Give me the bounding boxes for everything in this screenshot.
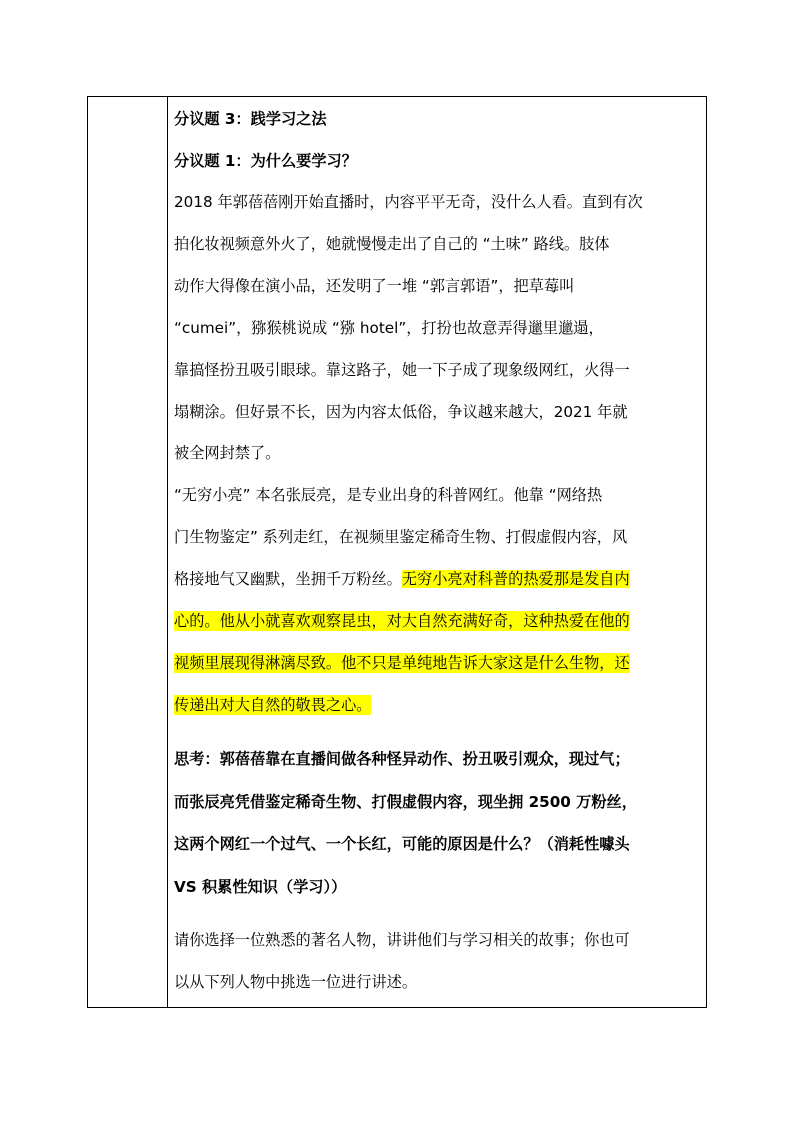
highlighted-line: 心的。他从小就喜欢观察昆虫，对大自然充满好奇，这种热爱在他的 bbox=[174, 612, 630, 630]
paragraph-line: 塌糊涂。但好景不长，因为内容太低俗，争议越来越大，2021 年就 bbox=[174, 403, 628, 421]
think-question: 这两个网红一个过气、一个长红，可能的原因是什么？（消耗性噱头 bbox=[174, 835, 630, 853]
label-column bbox=[88, 97, 168, 1007]
highlighted-text: 无穷小亮对科普的热爱那是发自内 bbox=[401, 570, 630, 588]
topic1-heading: 分议题 1：为什么要学习？ bbox=[174, 152, 357, 170]
think-question: 思考：郭蓓蓓靠在直播间做各种怪异动作、扮丑吸引观众，现过气； bbox=[174, 750, 630, 768]
topic3-heading: 分议题 3：践学习之法 bbox=[174, 110, 327, 128]
paragraph-line: 门生物鉴定” 系列走红，在视频里鉴定稀奇生物、打假虚假内容，风 bbox=[174, 528, 628, 546]
paragraph-line: 拍化妆视频意外火了，她就慢慢走出了自己的 “土味” 路线。肢体 bbox=[174, 235, 610, 253]
task-text: 以从下列人物中挑选一位进行讲述。 bbox=[174, 973, 417, 991]
content-column bbox=[168, 97, 706, 1007]
paragraph-line: “无穷小亮” 本名张辰亮，是专业出身的科普网红。他靠 “网络热 bbox=[174, 486, 603, 504]
paragraph-line: “cumei”，猕猴桃说成 “猕 hotel”，打扮也故意弄得邋里邋遢， bbox=[174, 319, 604, 337]
paragraph-line: 2018 年郭蓓蓓刚开始直播时，内容平平无奇，没什么人看。直到有次 bbox=[174, 193, 643, 211]
plain-text: 格接地气又幽默，坐拥千万粉丝。 bbox=[174, 570, 402, 588]
think-question: VS 积累性知识（学习）） bbox=[174, 878, 347, 896]
paragraph-line: 靠搞怪扮丑吸引眼球。靠这路子，她一下子成了现象级网红，火得一 bbox=[174, 361, 630, 379]
highlighted-line: 视频里展现得淋漓尽致。他不只是单纯地告诉大家这是什么生物，还 bbox=[174, 654, 630, 672]
paragraph-line: 被全网封禁了。 bbox=[174, 444, 281, 462]
think-question: 而张辰亮凭借鉴定稀奇生物、打假虚假内容，现坐拥 2500 万粉丝， bbox=[174, 793, 637, 811]
lesson-table bbox=[87, 96, 707, 1008]
highlighted-line: 传递出对大自然的敬畏之心。 bbox=[174, 696, 372, 714]
paragraph-line: 动作大得像在演小品，还发明了一堆 “郭言郭语”，把草莓叫 bbox=[174, 277, 575, 295]
task-text: 请你选择一位熟悉的著名人物，讲讲他们与学习相关的故事；你也可 bbox=[174, 931, 630, 949]
paragraph-line bbox=[174, 569, 630, 589]
